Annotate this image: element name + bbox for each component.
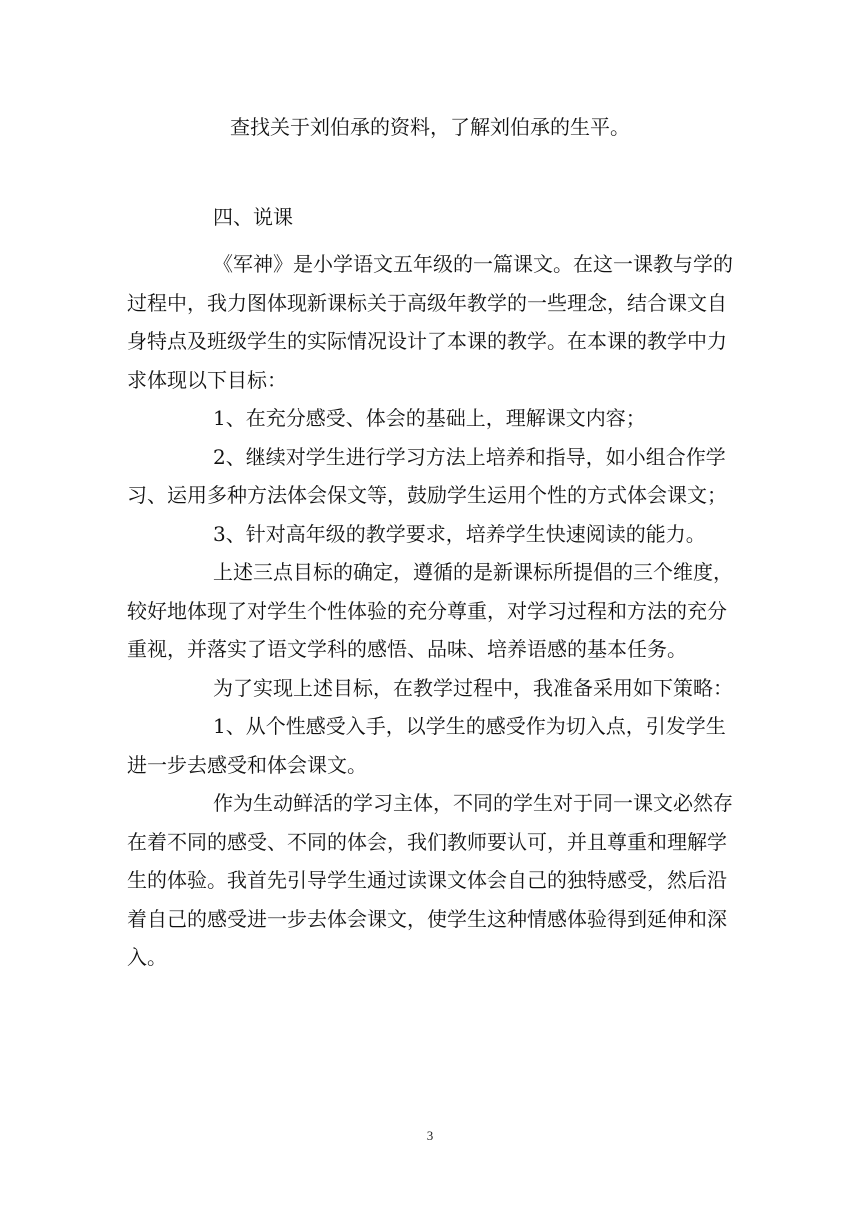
paragraph-goal-1 (127, 399, 737, 438)
paragraph-goal-2 (127, 438, 737, 515)
text-line: 1、从个性感受入手，以学生的感受作为切入点，引发学生 (213, 714, 726, 738)
paragraph-strategy-detail (127, 784, 737, 977)
paragraph-goals-summary (127, 553, 737, 669)
section-heading: 四、说课 (213, 205, 293, 229)
text-line: 1、在充分感受、体会的基础上，理解课文内容； (213, 406, 646, 430)
text-line: 《军神》是小学语文五年级的一篇课文。在这一课教与学的 (213, 252, 733, 276)
text-line: 为了实现上述目标，在教学过程中，我准备采用如下策略： (213, 675, 733, 700)
top-line: 查找关于刘伯承的资料，了解刘伯承的生平。 (230, 115, 630, 139)
text-line: 入。 (127, 945, 167, 969)
text-line: 重视，并落实了语文学科的感悟、品味、培养语感的基本任务。 (127, 637, 687, 661)
text-line: 进一步去感受和体会课文。 (127, 752, 367, 777)
text-line: 作为生动鲜活的学习主体，不同的学生对于同一课文必然存 (213, 791, 733, 815)
paragraph-intro (127, 245, 737, 399)
paragraph-strategy-1 (127, 707, 737, 784)
text-line: 生的体验。我首先引导学生通过读课文体会自己的独特感受，然后沿 (127, 868, 727, 892)
text-line: 上述三点目标的确定，遵循的是新课标所提倡的三个维度， (213, 560, 733, 584)
text-line: 2、继续对学生进行学习方法上培养和指导，如小组合作学 (213, 444, 726, 469)
paragraph-strategy-intro (127, 669, 737, 708)
text-line: 在着不同的感受、不同的体会，我们教师要认可，并且尊重和理解学 (127, 829, 727, 854)
text-line: 3、针对高年级的教学要求，培养学生快速阅读的能力。 (213, 521, 706, 546)
text-line: 着自己的感受进一步去体会课文，使学生这种情感体验得到延伸和深 (127, 906, 727, 931)
page-number: 3 (426, 1128, 434, 1143)
text-line: 过程中，我力图体现新课标关于高级年教学的一些理念，结合课文自 (127, 290, 727, 315)
text-line: 求体现以下目标： (127, 367, 287, 392)
paragraph-goal-3 (127, 515, 737, 554)
text-line: 习、运用多种方法体会保文等，鼓励学生运用个性的方式体会课文； (127, 483, 727, 507)
body-text (127, 245, 737, 977)
text-line: 较好地体现了对学生个性体验的充分尊重，对学习过程和方法的充分 (127, 598, 727, 623)
text-line: 身特点及班级学生的实际情况设计了本课的教学。在本课的教学中力 (127, 329, 727, 353)
